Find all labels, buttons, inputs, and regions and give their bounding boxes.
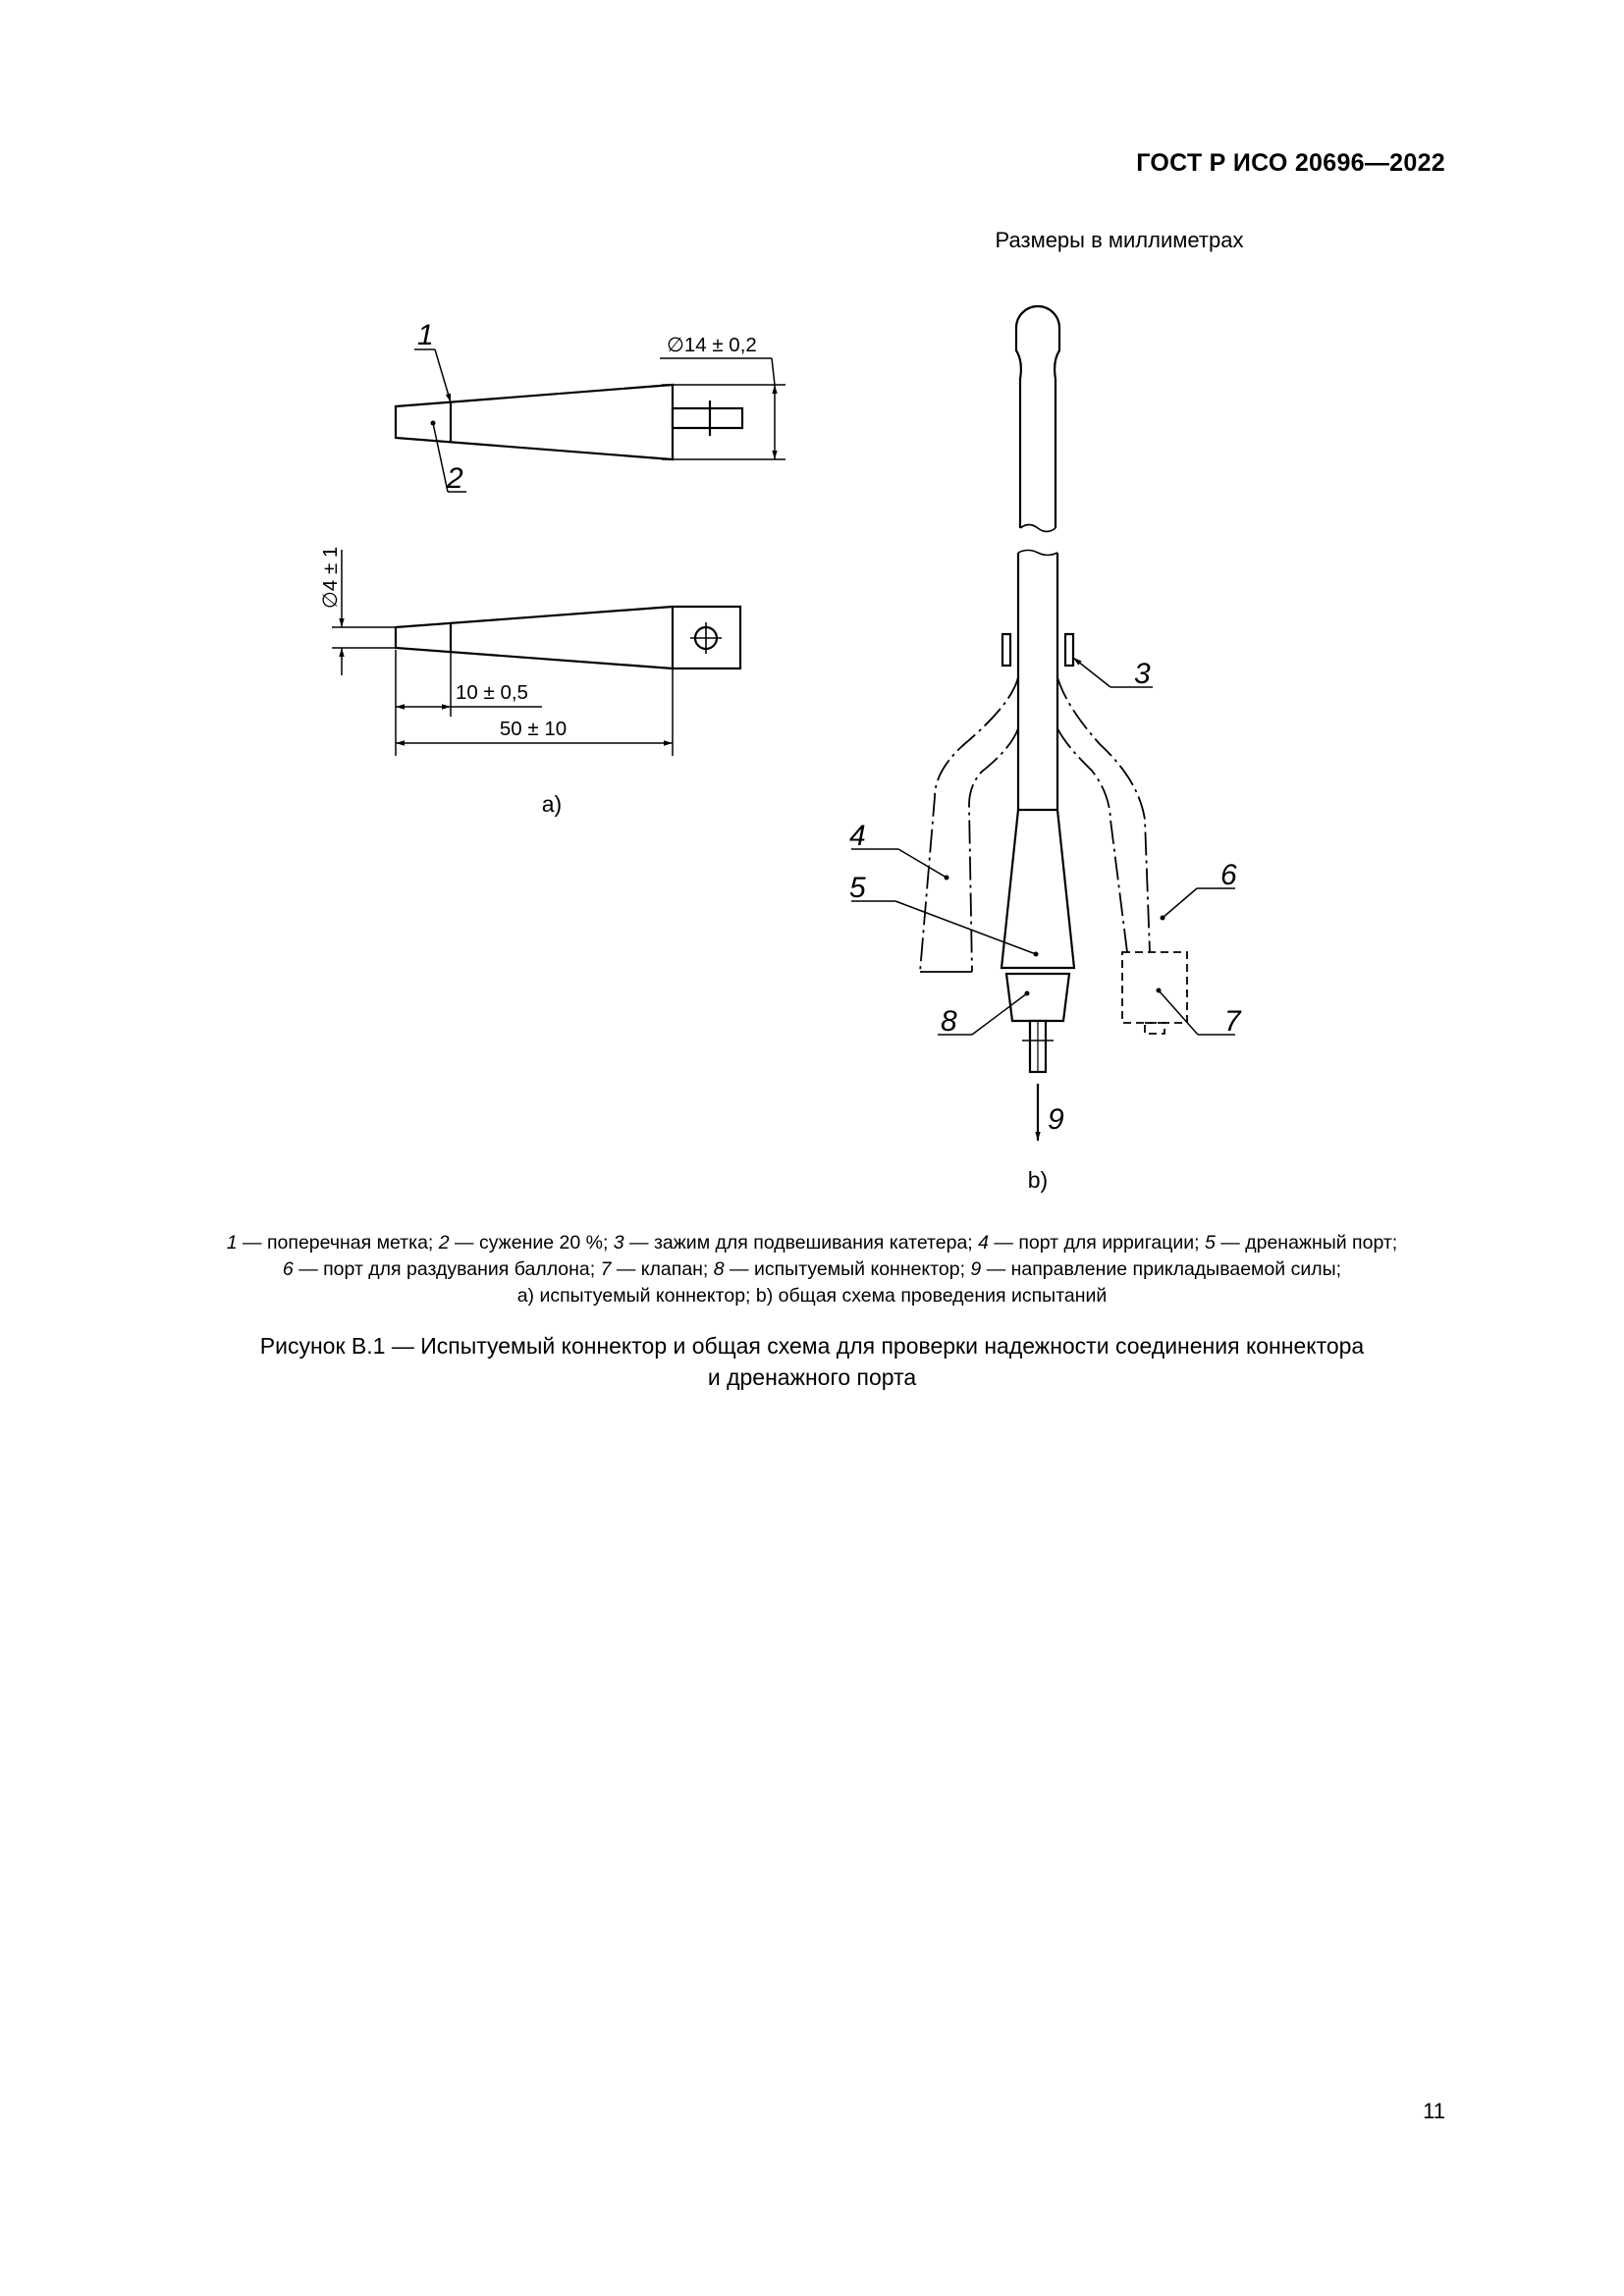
- figure-legend: [79, 1230, 1545, 1309]
- clamp-left: [1002, 634, 1010, 666]
- figure-caption: [98, 1330, 1526, 1393]
- test-connector: [1006, 974, 1069, 1021]
- label-7: 7: [1224, 1005, 1241, 1038]
- label-8: 8: [941, 1005, 957, 1038]
- catheter-break: [1018, 551, 1057, 556]
- label-2: 2: [447, 462, 463, 495]
- dim-10-text: 10 ± 0,5: [456, 681, 528, 704]
- connector-side-view: [396, 607, 740, 668]
- legend-line-2: 6 — порт для раздувания баллона; 7 — клапан; 8 — испытуемый коннектор; 9 — направление прикладываемой силы;: [282, 1258, 1342, 1280]
- clamp-right: [1065, 634, 1073, 666]
- dim-4-text: ∅4 ± 1: [319, 546, 342, 609]
- inflation-port: [1057, 677, 1150, 952]
- label-5: 5: [849, 872, 866, 904]
- catheter-tip: [1016, 306, 1059, 528]
- figure-a: [332, 349, 785, 756]
- sublabel-a: a): [541, 791, 563, 817]
- drain-port: [1001, 810, 1074, 968]
- label-1: 1: [417, 319, 434, 351]
- caption-line-1: Рисунок В.1 — Испытуемый коннектор и общая схема для проверки надежности соединения коннектора: [259, 1333, 1365, 1359]
- legend-line-3: а) испытуемый коннектор; b) общая схема проведения испытаний: [516, 1285, 1108, 1307]
- page-number: 11: [1423, 2099, 1445, 2123]
- label-4: 4: [849, 820, 866, 852]
- valve: [1122, 952, 1187, 1034]
- label-6: 6: [1220, 859, 1237, 891]
- label-9: 9: [1048, 1103, 1064, 1136]
- dim-50-text: 50 ± 10: [499, 718, 568, 740]
- legend-line-1: 1 — поперечная метка; 2 — сужение 20 %; 3 — зажим для подвешивания катетера; 4 — порт для ирригации; 5 — дренажный порт;: [226, 1232, 1398, 1254]
- sublabel-b: b): [1027, 1167, 1049, 1193]
- dim-14-text: ∅14 ± 0,2: [667, 334, 757, 356]
- figure-b: [851, 306, 1235, 1141]
- irrigation-port: [920, 677, 1018, 972]
- connector-top-view: [396, 385, 742, 459]
- label-3: 3: [1134, 658, 1151, 690]
- caption-line-2: и дренажного порта: [707, 1364, 917, 1390]
- dimensions-note: Размеры в миллиметрах: [995, 228, 1244, 252]
- document-header: ГОСТ Р ИСО 20696—2022: [1136, 149, 1445, 177]
